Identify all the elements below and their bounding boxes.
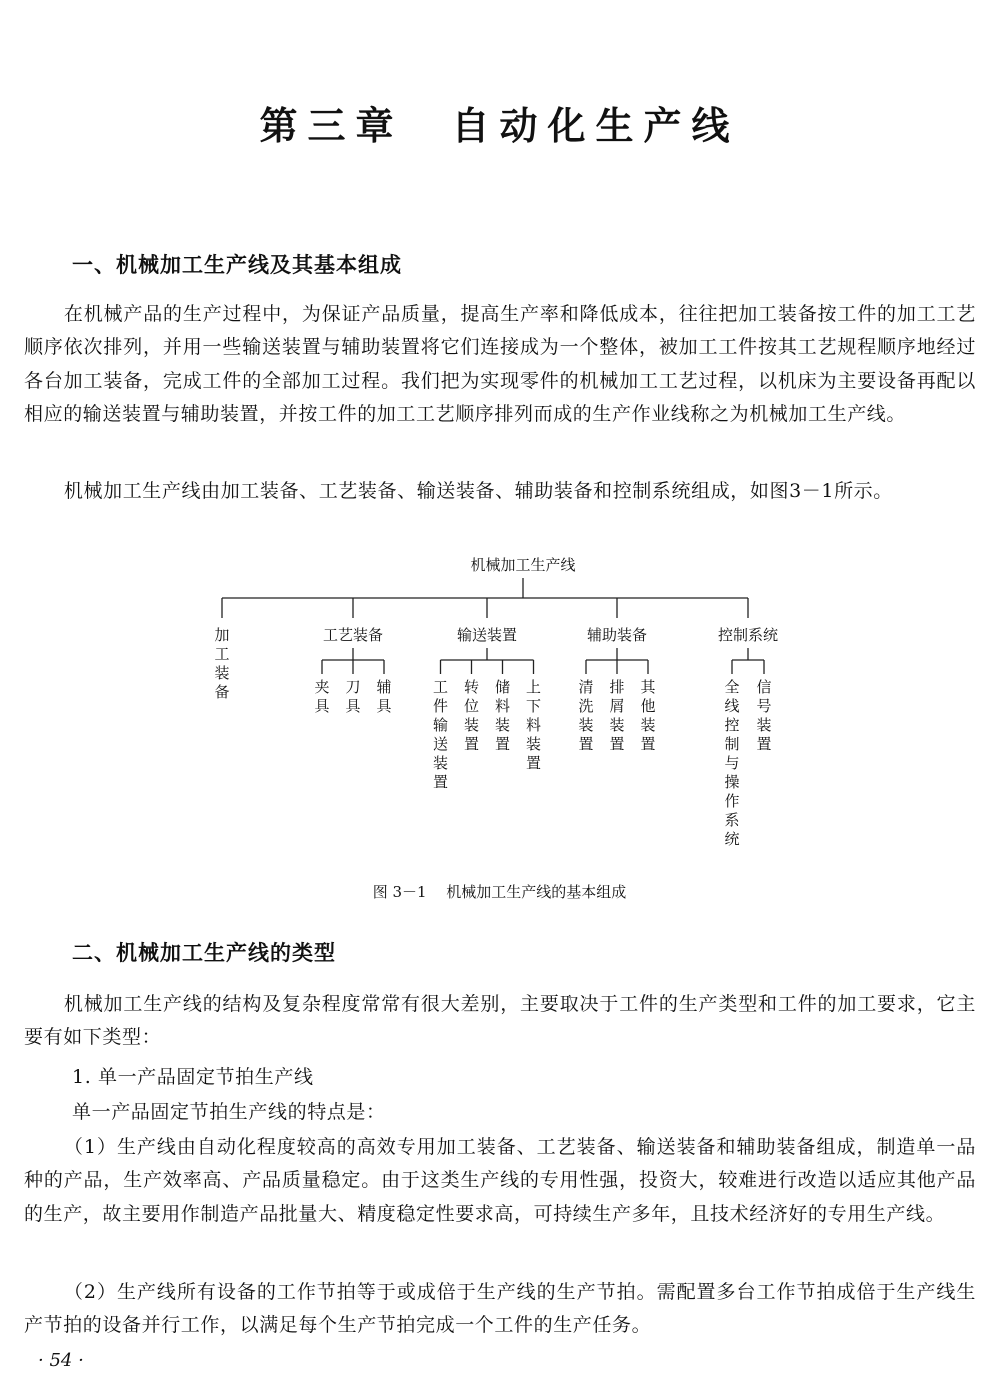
section-heading-2: 二、机械加工生产线的类型 [72, 941, 336, 965]
diagram-branch-label-char: 装 [214, 664, 230, 682]
point-1: （1）生产线由自动化程度较高的高效专用加工装备、工艺装备、输送装备和辅助装备组成，制造单一品种的产品，生产效率高、产品质量稳定。由于这类生产线的专用性强，投资大，较难进行改造以适应其他产品的生产，故主要用作制造产品批量大、精度稳定性要求高，可持续生产多年，且技术经济好的专用生产线。 [24, 1136, 976, 1225]
diagram-child-label-char: 系 [724, 811, 740, 829]
diagram-branch-label: 控制系统 [717, 626, 779, 644]
section1-paragraph-2: 机械加工生产线由加工装备、工艺装备、输送装备、辅助装备和控制系统组成，如图3－1所示。 [63, 480, 893, 502]
diagram-child-label-char: 装 [463, 716, 480, 734]
diagram-child-label-char: 夹 [314, 678, 330, 696]
diagram-branch-label: 工艺装备 [322, 626, 384, 644]
chapter-title: 第三章 自动化生产线 [259, 104, 740, 148]
diagram-child-label-char: 下 [525, 697, 542, 715]
item1-intro: 单一产品固定节拍生产线的特点是： [72, 1101, 386, 1123]
diagram-branch-label: 输送装置 [456, 626, 518, 644]
diagram-child-label-char: 刀 [345, 678, 361, 696]
diagram-child-label-char: 具 [345, 697, 361, 715]
diagram-branch-label-char: 加 [214, 626, 230, 644]
diagram-child-label-char: 他 [640, 697, 656, 715]
diagram-child-label-char: 置 [525, 754, 542, 772]
diagram-child-label-char: 与 [724, 754, 740, 772]
diagram-child-label-char: 置 [463, 735, 480, 753]
diagram-child-label-char: 辅 [376, 678, 392, 696]
diagram-child-label-char: 控 [724, 716, 740, 734]
section2-paragraph-1: 机械加工生产线的结构及复杂程度常常有很大差别，主要取决于工件的生产类型和工件的加工要求，它主要有如下类型： [24, 993, 976, 1049]
item1-title: 1. 单一产品固定节拍生产线 [72, 1066, 314, 1088]
composition-diagram [0, 550, 999, 870]
diagram-child-label-char: 清 [578, 678, 594, 696]
diagram-child-label-char: 上 [525, 678, 542, 696]
diagram-child-label-char: 装 [609, 716, 625, 734]
page-number: · 54 · [38, 1350, 84, 1371]
diagram-child-label-char: 装 [525, 735, 542, 753]
diagram-child-label-char: 置 [756, 735, 772, 753]
diagram-child-label-char: 置 [640, 735, 656, 753]
diagram-child-label-char: 装 [432, 754, 449, 772]
diagram-child-label-char: 线 [724, 697, 740, 715]
diagram-child-label-char: 装 [640, 716, 656, 734]
diagram-child-label-char: 洗 [578, 697, 594, 715]
diagram-branch-label-char: 备 [214, 683, 230, 701]
diagram-child-label-char: 屑 [609, 697, 625, 715]
diagram-child-label-char: 置 [432, 773, 449, 791]
diagram-child-label-char: 置 [494, 735, 511, 753]
diagram-child-label-char: 送 [432, 735, 449, 753]
diagram-root-label: 机械加工生产线 [470, 556, 576, 574]
diagram-child-label-char: 装 [578, 716, 594, 734]
diagram-child-label-char: 工 [432, 678, 449, 696]
section1-paragraph-1: 在机械产品的生产过程中，为保证产品质量，提高生产率和降低成本，往往把加工装备按工件的加工工艺顺序依次排列，并用一些输送装置与辅助装置将它们连接成为一个整体，被加工工件按其工艺规程顺序地经过各台加工装备，完成工件的全部加工过程。我们把为实现零件的机械加工工艺过程，以机床为主要设备再配以相应的输送装置与辅助装置，并按工件的加工工艺顺序排列而成的生产作业线称之为机械加工生产线。 [24, 303, 976, 425]
diagram-child-label-char: 排 [609, 678, 625, 696]
diagram-child-label-char: 信 [756, 678, 772, 696]
point-2: （2）生产线所有设备的工作节拍等于或成倍于生产线的生产节拍。需配置多台工作节拍成倍于生产线生产节拍的设备并行工作，以满足每个生产节拍完成一个工件的生产任务。 [24, 1281, 976, 1337]
diagram-child-label-char: 作 [724, 792, 740, 810]
diagram-child-label-char: 转 [463, 678, 480, 696]
diagram-child-label-char: 输 [432, 716, 449, 734]
diagram-child-label-char: 件 [432, 697, 449, 715]
diagram-child-label-char: 制 [724, 735, 740, 753]
diagram-child-label-char: 其 [640, 678, 656, 696]
diagram-child-label-char: 具 [314, 697, 330, 715]
diagram-child-label-char: 装 [756, 716, 772, 734]
diagram-child-label-char: 置 [609, 735, 625, 753]
diagram-child-label-char: 料 [494, 697, 511, 715]
figure-caption: 图 3－1 机械加工生产线的基本组成 [372, 883, 627, 901]
diagram-child-label-char: 储 [494, 678, 511, 696]
diagram-branch-label: 辅助装备 [586, 626, 648, 644]
section-heading-1: 一、机械加工生产线及其基本组成 [72, 253, 402, 277]
diagram-child-label-char: 位 [463, 697, 480, 715]
diagram-child-label-char: 操 [724, 773, 740, 791]
diagram-child-label-char: 装 [494, 716, 511, 734]
diagram-child-label-char: 号 [756, 697, 772, 715]
diagram-child-label-char: 全 [724, 678, 740, 696]
diagram-child-label-char: 料 [525, 716, 542, 734]
diagram-child-label-char: 置 [578, 735, 594, 753]
diagram-branch-label-char: 工 [214, 645, 230, 663]
diagram-child-label-char: 统 [724, 830, 740, 848]
diagram-child-label-char: 具 [376, 697, 392, 715]
